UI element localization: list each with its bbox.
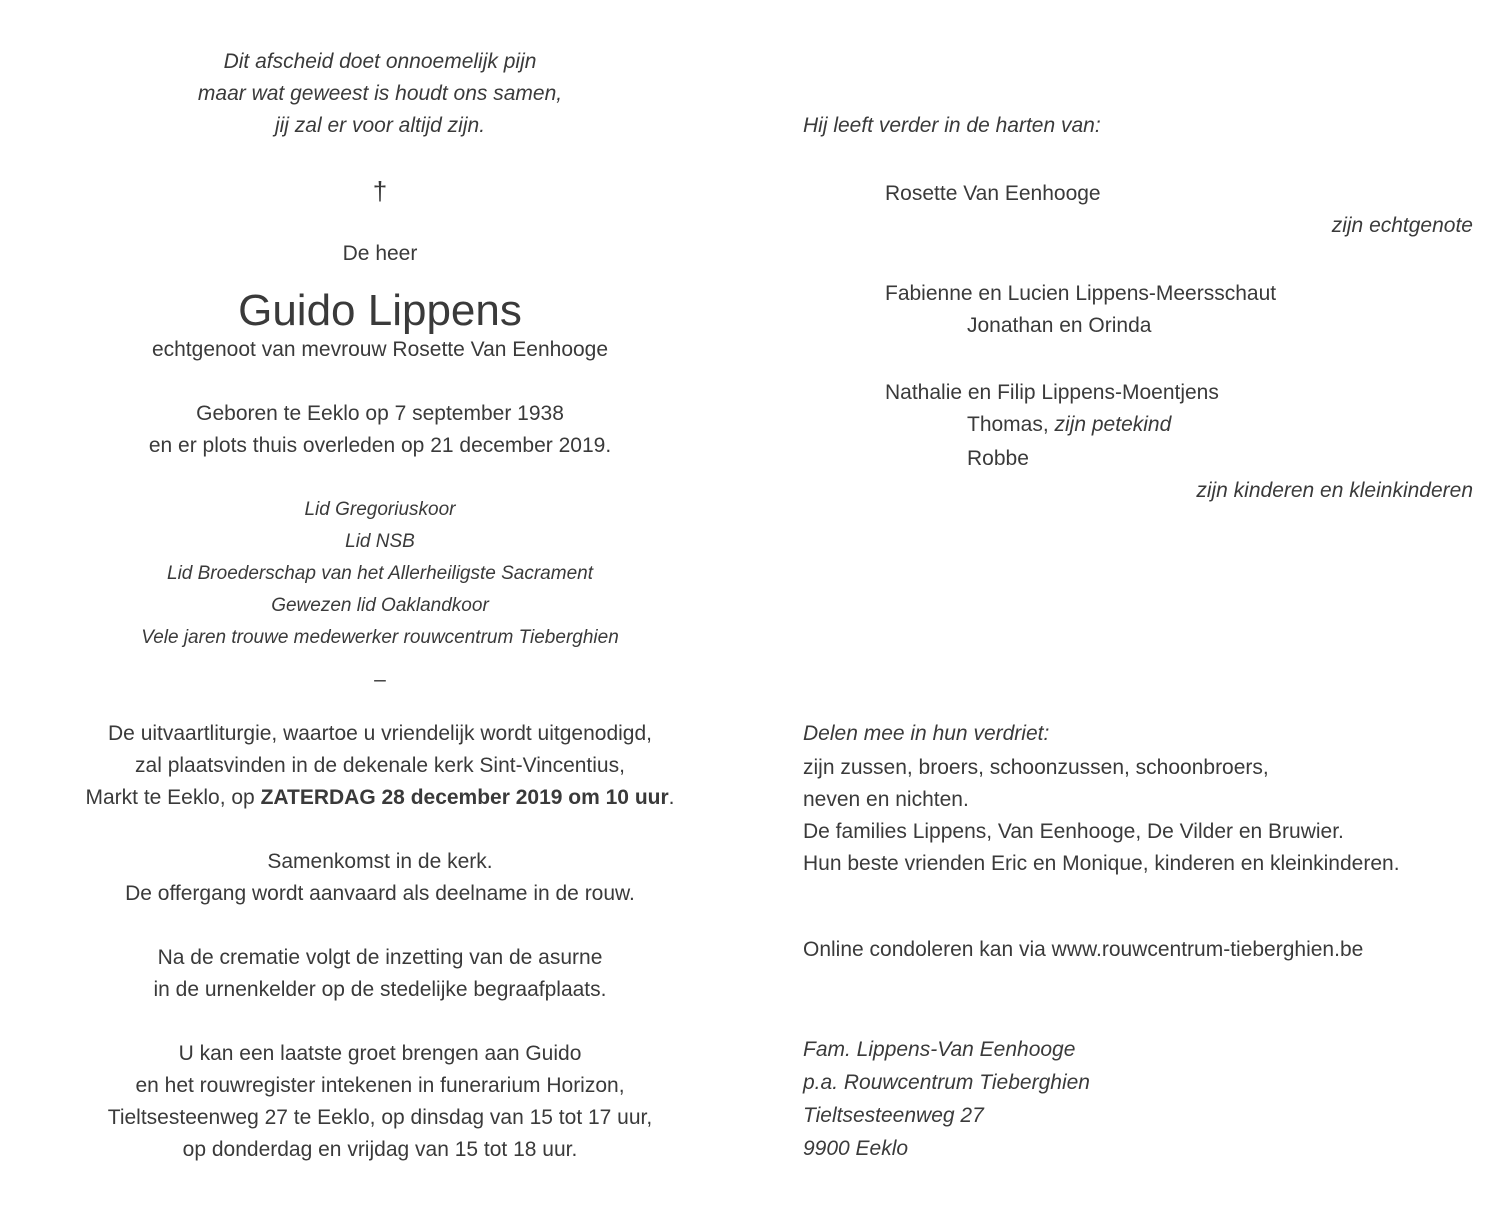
spouse-role: zijn echtgenote [1331, 214, 1473, 237]
separator-dash: – [374, 668, 386, 691]
funeral-info [30, 722, 730, 818]
address-line: 9900 Eeklo [803, 1137, 909, 1160]
grandchild-name: Thomas, [967, 413, 1055, 436]
funeral-line: De uitvaartliturgie, waartoe u vriendelijk wordt uitgenodigd, [108, 722, 652, 745]
membership-item: Lid Broederschap van het Allerheiligste Sacrament [167, 563, 593, 584]
honorific: De heer [342, 242, 418, 265]
visitation-line: Tieltsesteenweg 27 te Eeklo, op dinsdag van 15 tot 17 uur, [107, 1106, 653, 1129]
visitation-line: op donderdag en vrijdag van 15 tot 18 uur. [182, 1138, 578, 1161]
share-line: neven en nichten. [803, 788, 969, 811]
funeral-line: zal plaatsvinden in de dekenale kerk Sint-Vincentius, [135, 754, 625, 777]
visitation-line: U kan een laatste groet brengen aan Guido [178, 1042, 582, 1065]
cremation-info [30, 946, 730, 1010]
visitation-info [30, 1042, 730, 1170]
address-line: Fam. Lippens-Van Eenhooge [803, 1038, 1076, 1061]
death-line: en er plots thuis overleden op 21 december 2019. [148, 434, 612, 457]
membership-item: Lid Gregoriuskoor [304, 499, 456, 520]
visitation-line: en het rouwregister intekenen in funerarium Horizon, [135, 1074, 625, 1097]
gathering-line: De offergang wordt aanvaard als deelname in de rouw. [125, 882, 635, 905]
online-condolence: Online condoleren kan via www.rouwcentrum-tieberghien.be [803, 938, 1364, 961]
gathering-line: Samenkomst in de kerk. [267, 850, 493, 873]
spouse-name: Rosette Van Eenhooge [885, 182, 1101, 205]
poem-line: maar wat geweest is houdt ons samen, [197, 82, 563, 105]
birth-line: Geboren te Eeklo op 7 september 1938 [196, 402, 564, 425]
grandchild-note: zijn petekind [1054, 413, 1172, 436]
grandchild [803, 413, 1509, 437]
poem-line: jij zal er voor altijd zijn. [274, 114, 486, 137]
share-list [803, 756, 1473, 884]
funeral-line [30, 786, 730, 818]
poem-line: Dit afscheid doet onnoemelijk pijn [223, 50, 537, 73]
funeral-date: ZATERDAG 28 december 2019 om 10 uur [260, 786, 669, 809]
address-line: Tieltsesteenweg 27 [803, 1104, 984, 1127]
children-role: zijn kinderen en kleinkinderen [1196, 479, 1473, 502]
cremation-line: in de urnenkelder op de stedelijke begraafplaats. [153, 978, 607, 1001]
deceased-name: Guido Lippens [238, 286, 522, 335]
birth-death [30, 402, 730, 466]
share-line: De families Lippens, Van Eenhooge, De Vilder en Bruwier. [803, 820, 1344, 843]
share-heading: Delen mee in hun verdriet: [803, 722, 1050, 745]
opening-poem [30, 50, 730, 146]
share-line: zijn zussen, broers, schoonzussen, schoonbroers, [803, 756, 1269, 779]
funeral-line-suffix: . [668, 786, 675, 809]
share-line: Hun beste vrienden Eric en Monique, kinderen en kleinkinderen. [803, 852, 1400, 875]
cremation-line: Na de crematie volgt de inzetting van de asurne [157, 946, 603, 969]
address-line: p.a. Rouwcentrum Tieberghien [803, 1071, 1090, 1094]
grandchildren: Jonathan en Orinda [967, 314, 1152, 337]
membership-item: Gewezen lid Oaklandkoor [271, 595, 489, 616]
membership-item: Lid NSB [345, 531, 415, 552]
gathering-info [30, 850, 730, 914]
funeral-line-prefix: Markt te Eeklo, op [85, 786, 261, 809]
spouse-line: echtgenoot van mevrouw Rosette Van Eenhooge [151, 338, 609, 361]
child-family: Fabienne en Lucien Lippens-Meersschaut [885, 282, 1277, 305]
memberships [30, 499, 730, 659]
grandchild: Robbe [967, 447, 1029, 470]
return-address [803, 1038, 1473, 1170]
child-family: Nathalie en Filip Lippens-Moentjens [885, 381, 1219, 404]
membership-item: Vele jaren trouwe medewerker rouwcentrum Tieberghien [141, 627, 619, 648]
survivors-heading: Hij leeft verder in de harten van: [803, 114, 1101, 137]
cross-icon: † [372, 176, 388, 206]
